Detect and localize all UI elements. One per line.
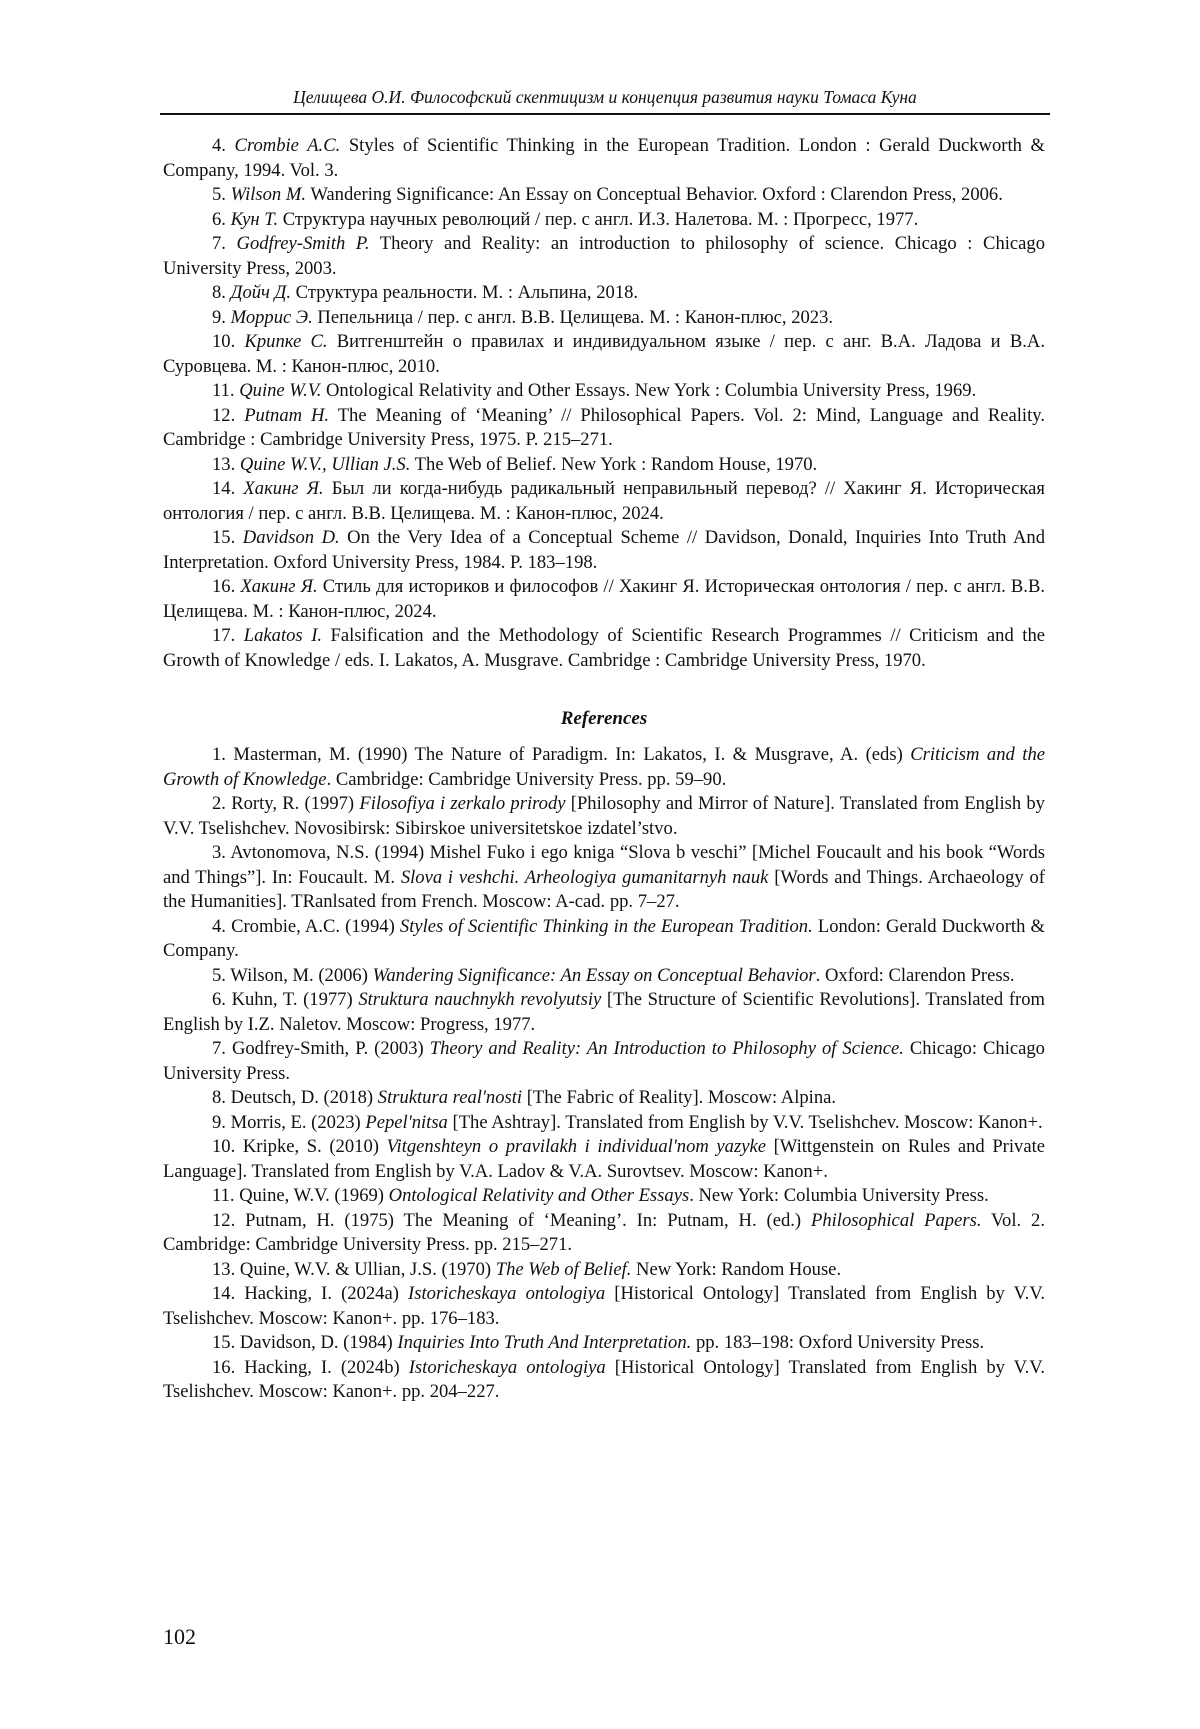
reference-lead: 6. Kuhn, T. (1977): [212, 989, 359, 1010]
reference-entry: [163, 1135, 1045, 1184]
reference-lead: 14. Hacking, I. (2024a): [212, 1283, 409, 1304]
entry-number: 4.: [212, 135, 226, 156]
entry-number: 14.: [212, 478, 236, 499]
reference-tail: Chicago: Chicago University Press.: [163, 1038, 1045, 1084]
reference-entry: [163, 988, 1045, 1037]
entry-text: Был ли когда-нибудь радикальный неправильный перевод? // Хакинг Я. Историческая онтология / пер. с англ. В.В. Целищева. М. : Канон-плюс, 2024.: [163, 478, 1045, 524]
reference-lead: 5. Wilson, M. (2006): [212, 964, 373, 986]
reference-entry: [163, 1037, 1045, 1086]
entry-text: On the Very Idea of a Conceptual Scheme // Davidson, Donald, Inquiries Into Truth And Interpretation. Oxford University Press, 1984. P. 183–198.: [163, 527, 1045, 573]
entry-number: 7.: [212, 233, 226, 254]
reference-entry: [163, 1331, 1045, 1356]
entry-author: Хакинг Я.: [240, 576, 318, 597]
reference-entry: [163, 1184, 1045, 1209]
reference-entry: [163, 743, 1045, 792]
reference-entry: [163, 1086, 1045, 1111]
reference-lead: 4. Crombie, A.C. (1994): [212, 915, 400, 937]
reference-title: Istoricheskaya ontologiya: [408, 1356, 606, 1378]
reference-tail: . Cambridge: Cambridge University Press. pp. 59–90.: [326, 768, 727, 790]
entry-text: Витгенштейн о правилах и индивидуальном языке / пер. с анг. В.А. Ладова и В.А. Суровцева. М. : Канон-плюс, 2010.: [163, 331, 1045, 377]
reference-tail: [The Structure of Scientific Revolutions]. Translated from English by I.Z. Naletov. Moscow: Progress, 1977.: [163, 989, 1046, 1035]
entry-author: Wilson M.: [230, 184, 307, 205]
entry-text: Styles of Scientific Thinking in the European Tradition. London : Gerald Duckworth & Company, 1994. Vol. 3.: [163, 135, 1045, 181]
reference-title: Wandering Significance: An Essay on Conceptual Behavior: [372, 964, 816, 986]
reference-title: The Web of Belief.: [495, 1258, 632, 1280]
entry-text: Wandering Significance: An Essay on Conceptual Behavior. Oxford : Clarendon Press, 2006.: [306, 184, 1003, 205]
reference-title: Philosophical Papers.: [810, 1209, 982, 1231]
reference-entry: [163, 1282, 1045, 1331]
reference-tail: [Historical Ontology] Translated from English by V.V. Tselishchev. Moscow: Kanon+. pp. 204–227.: [163, 1356, 1045, 1402]
reference-tail: . New York: Columbia University Press.: [689, 1185, 989, 1206]
entry-number: 15.: [212, 527, 236, 548]
bibliography-entry: [163, 134, 1045, 183]
entry-number: 12.: [212, 404, 236, 426]
references-list: [163, 743, 1045, 1405]
entry-text: The Meaning of ‘Meaning’ // Philosophical Papers. Vol. 2: Mind, Language and Reality. Cambridge : Cambridge University Press, 1975. P. 215–271.: [163, 404, 1045, 450]
reference-lead: 3. Avtonomova, N.S. (1994) Mishel Fuko i ego kniga “Slova b veschi” [Michel Foucault and his book “Words and Things”]. In: Foucault. M.: [163, 842, 1045, 888]
entry-author: Моррис Э.: [230, 306, 313, 328]
reference-entry: [163, 1209, 1045, 1258]
entry-author: Quine W.V.: [239, 380, 322, 401]
bibliography-entry: [163, 477, 1045, 526]
entry-author: Crombie A.C.: [234, 135, 341, 156]
reference-title: Filosofiya i zerkalo prirody: [359, 793, 566, 814]
entry-text: Ontological Relativity and Other Essays. New York : Columbia University Press, 1969.: [321, 380, 977, 401]
reference-lead: 7. Godfrey-Smith, P. (2003): [212, 1038, 430, 1059]
entry-number: 13.: [212, 453, 236, 475]
reference-tail: Vol. 2. Cambridge: Cambridge University Press. pp. 215–271.: [163, 1209, 1045, 1255]
reference-title: Struktura nauchnykh revolyutsiy: [358, 989, 602, 1010]
entry-number: 9.: [212, 306, 226, 328]
reference-title: Theory and Reality: An Introduction to Philosophy of Science.: [429, 1038, 904, 1059]
reference-title: Inquiries Into Truth And Interpretation.: [397, 1332, 692, 1353]
entry-author: Lakatos I.: [243, 625, 323, 646]
entry-number: 6.: [212, 208, 226, 230]
entry-text: The Web of Belief. New York : Random House, 1970.: [410, 453, 818, 475]
bibliography-entry: [163, 379, 1045, 404]
reference-lead: 9. Morris, E. (2023): [212, 1111, 366, 1133]
bibliography-entry: [163, 404, 1045, 453]
references-heading: References: [560, 708, 648, 729]
reference-entry: [163, 1111, 1045, 1136]
reference-lead: 10. Kripke, S. (2010): [212, 1136, 387, 1157]
entry-author: Davidson D.: [242, 527, 340, 548]
reference-tail: [Wittgenstein on Rules and Private Language]. Translated from English by V.A. Ladov & V.A. Surovtsev. Moscow: Kanon+.: [163, 1136, 1045, 1182]
reference-title: Criticism and the Growth of Knowledge: [163, 744, 1046, 790]
reference-title: Slova i veshchi. Arheologiya gumanitarnyh nauk: [400, 866, 769, 888]
reference-entry: [163, 792, 1045, 841]
entry-text: Theory and Reality: an introduction to philosophy of science. Chicago : Chicago University Press, 2003.: [163, 233, 1046, 279]
entry-text: Структура научных революций / пер. с англ. И.З. Налетова. М. : Прогресс, 1977.: [278, 208, 919, 230]
reference-tail: [Historical Ontology] Translated from English by V.V. Tselishchev. Moscow: Kanon+. pp. 176–183.: [163, 1283, 1046, 1329]
reference-lead: 15. Davidson, D. (1984): [212, 1332, 398, 1353]
page-number: 102: [163, 1624, 196, 1649]
page-content: [163, 134, 1045, 1405]
entry-number: 11.: [212, 380, 235, 401]
entry-author: Кун Т.: [230, 208, 279, 230]
entry-text: Структура реальности. М. : Альпина, 2018.: [291, 282, 639, 303]
bibliography-entry: [163, 281, 1045, 306]
reference-title: Struktura real'nosti: [377, 1087, 523, 1108]
reference-lead: 11. Quine, W.V. (1969): [212, 1185, 389, 1206]
entry-text: Стиль для историков и философов // Хакинг Я. Историческая онтология / пер. с англ. В.В. Целищева. М. : Канон-плюс, 2024.: [163, 576, 1046, 622]
reference-lead: 1. Masterman, M. (1990) The Nature of Paradigm. In: Lakatos, I. & Musgrave, A. (eds): [212, 744, 911, 765]
header-rule: [160, 113, 1050, 115]
bibliography-entry: [163, 624, 1045, 673]
entry-author: Quine W.V., Ullian J.S.: [239, 453, 411, 475]
entry-number: 8.: [212, 282, 226, 303]
reference-tail: pp. 183–198: Oxford University Press.: [691, 1332, 985, 1353]
reference-entry: [163, 1356, 1045, 1405]
reference-tail: [The Fabric of Reality]. Moscow: Alpina.: [522, 1087, 837, 1108]
entry-number: 17.: [212, 625, 236, 646]
reference-lead: 12. Putnam, H. (1975) The Meaning of ‘Meaning’. In: Putnam, H. (ed.): [212, 1209, 811, 1231]
bibliography-entry: [163, 453, 1045, 478]
reference-entry: [163, 1258, 1045, 1283]
bibliography-entry: [163, 208, 1045, 233]
reference-tail: [The Ashtray]. Translated from English by V.V. Tselishchev. Moscow: Kanon+.: [447, 1111, 1043, 1133]
entry-author: Хакинг Я.: [243, 478, 324, 499]
bibliography-entry: [163, 306, 1045, 331]
reference-entry: [163, 964, 1045, 989]
bibliography-entry: [163, 330, 1045, 379]
reference-lead: 2. Rorty, R. (1997): [212, 793, 360, 814]
entry-text: Falsification and the Methodology of Scientific Research Programmes // Criticism and the Growth of Knowledge / eds. I. Lakatos, A. Musgrave. Cambridge : Cambridge University Press, 1970.: [163, 625, 1045, 671]
bibliography-entry: [163, 183, 1045, 208]
entry-number: 16.: [212, 576, 236, 597]
reference-tail: [Words and Things. Archaeology of the Humanities]. TRanlsated from French. Moscow: A-cad. pp. 7–27.: [163, 866, 1045, 912]
reference-tail: . Oxford: Clarendon Press.: [815, 964, 1015, 986]
reference-entry: [163, 915, 1045, 964]
entry-number: 5.: [212, 184, 226, 205]
entry-author: Putnam H.: [244, 404, 330, 426]
reference-entry: [163, 841, 1045, 915]
reference-tail: New York: Random House.: [631, 1258, 842, 1280]
reference-lead: 8. Deutsch, D. (2018): [212, 1087, 378, 1108]
entry-author: Godfrey-Smith P.: [236, 233, 370, 254]
reference-title: Istoricheskaya ontologiya: [408, 1283, 606, 1304]
entry-author: Крипке С.: [244, 331, 328, 352]
entry-number: 10.: [212, 331, 236, 352]
running-header: Целищева О.И. Философский скептицизм и концепция развития науки Томаса Куна: [293, 87, 917, 107]
reference-tail: [Philosophy and Mirror of Nature]. Translated from English by V.V. Tselishchev. Novosibirsk: Sibirskoe universitetskoe izdatel’stvo.: [163, 793, 1045, 839]
reference-lead: 13. Quine, W.V. & Ullian, J.S. (1970): [212, 1258, 496, 1280]
entry-text: Пепельница / пер. с англ. В.В. Целищева. М. : Канон-плюс, 2023.: [312, 306, 834, 328]
bibliography-entry: [163, 575, 1045, 624]
bibliography-list: [163, 134, 1045, 673]
reference-lead: 16. Hacking, I. (2024b): [212, 1356, 409, 1378]
reference-title: Styles of Scientific Thinking in the European Tradition.: [399, 915, 813, 937]
reference-title: Vitgenshteyn o pravilakh i individual'nom yazyke: [386, 1136, 766, 1157]
reference-title: Ontological Relativity and Other Essays: [388, 1185, 690, 1206]
reference-title: Pepel'nitsa: [365, 1111, 448, 1133]
bibliography-entry: [163, 232, 1045, 281]
bibliography-entry: [163, 526, 1045, 575]
entry-author: Дойч Д.: [230, 282, 292, 303]
reference-tail: London: Gerald Duckworth & Company.: [163, 915, 1045, 961]
